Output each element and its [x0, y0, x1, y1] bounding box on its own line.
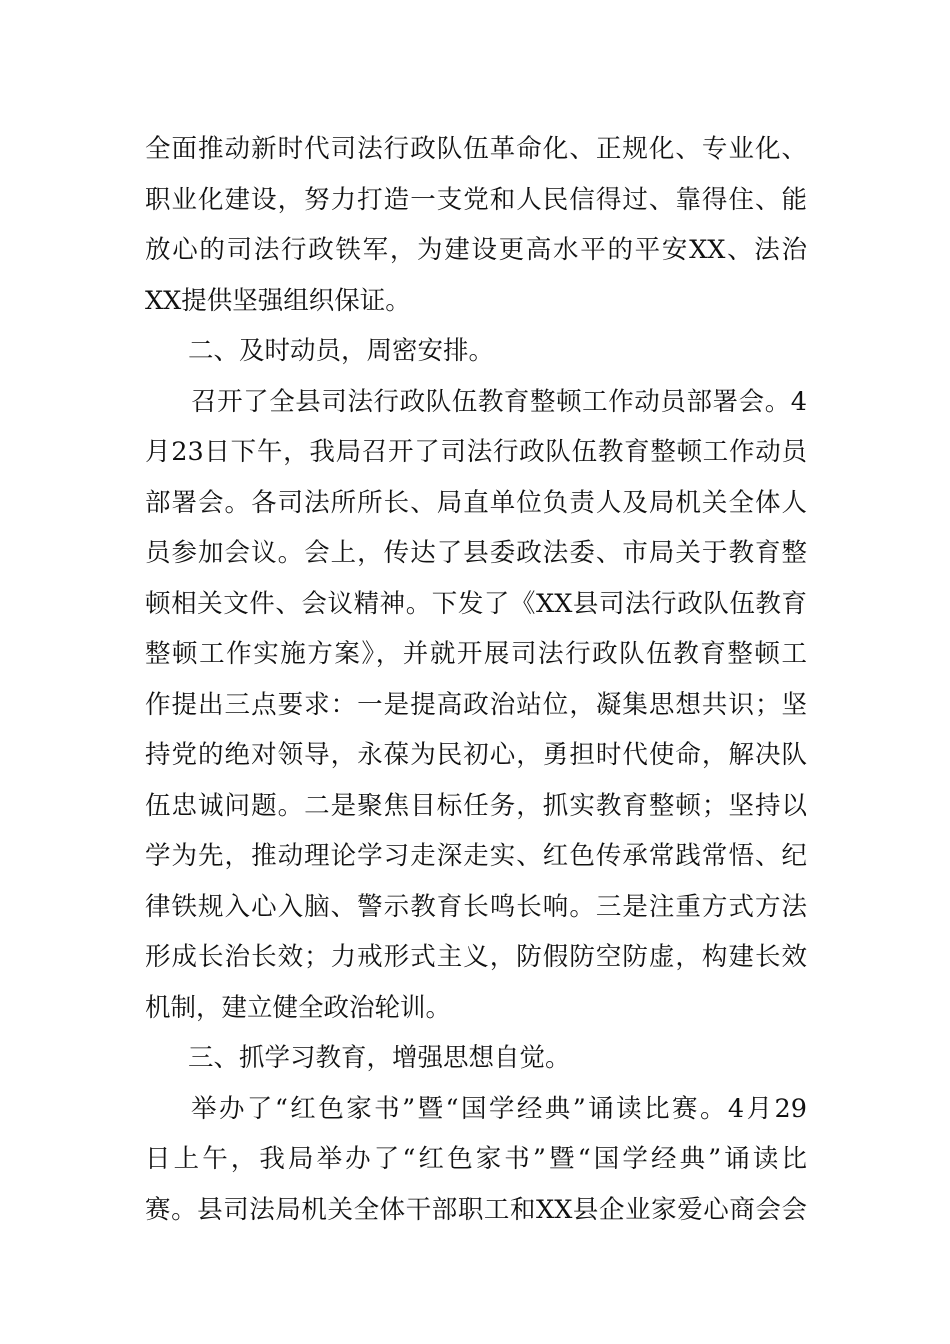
text-line: 形成长治长效；力戒形式主义，防假防空防虚，构建长效 [145, 942, 807, 972]
text-line: 职业化建设，努力打造一支党和人民信得过、靠得住、能 [145, 184, 807, 215]
section-heading-2: 二、及时动员，周密安排。 [188, 336, 495, 366]
text-line: 召开了全县司法行政队伍教育整顿工作动员部署会。4 [191, 386, 807, 417]
text-line: 月23日下午，我局召开了司法行政队伍教育整顿工作动员 [145, 437, 807, 467]
text-line: 机制，建立健全政治轮训。 [145, 992, 452, 1023]
text-line: 学为先，推动理论学习走深走实、红色传承常践常悟、纪 [145, 841, 807, 871]
text-line: 持党的绝对领导，永葆为民初心，勇担时代使命，解决队 [145, 740, 807, 770]
text-line: 举办了“红色家书”暨“国学经典”诵读比赛。4月29 [191, 1093, 807, 1124]
section-heading-3: 三、抓学习教育，增强思想自觉。 [188, 1043, 571, 1073]
text-line: XX提供坚强组织保证。 [145, 285, 411, 316]
text-line: 放心的司法行政铁军，为建设更高水平的平安XX、法治 [145, 235, 807, 265]
text-line: 顿相关文件、会议精神。下发了《XX县司法行政队伍教育 [145, 588, 807, 619]
document-body [145, 124, 807, 1235]
text-line: 日上午，我局举办了“红色家书”暨“国学经典”诵读比 [145, 1144, 807, 1174]
text-line: 作提出三点要求：一是提高政治站位，凝集思想共识；坚 [145, 689, 807, 720]
text-line: 整顿工作实施方案》，并就开展司法行政队伍教育整顿工 [145, 639, 807, 669]
text-line: 员参加会议。会上，传达了县委政法委、市局关于教育整 [145, 538, 807, 568]
text-line: 全面推动新时代司法行政队伍革命化、正规化、专业化、 [145, 134, 807, 164]
text-line: 赛。县司法局机关全体干部职工和XX县企业家爱心商会会 [145, 1194, 807, 1225]
text-line: 部署会。各司法所所长、局直单位负责人及局机关全体人 [145, 487, 807, 518]
text-line: 伍忠诚问题。二是聚焦目标任务，抓实教育整顿；坚持以 [145, 790, 807, 821]
text-line: 律铁规入心入脑、警示教育长鸣长响。三是注重方式方法 [145, 891, 807, 922]
